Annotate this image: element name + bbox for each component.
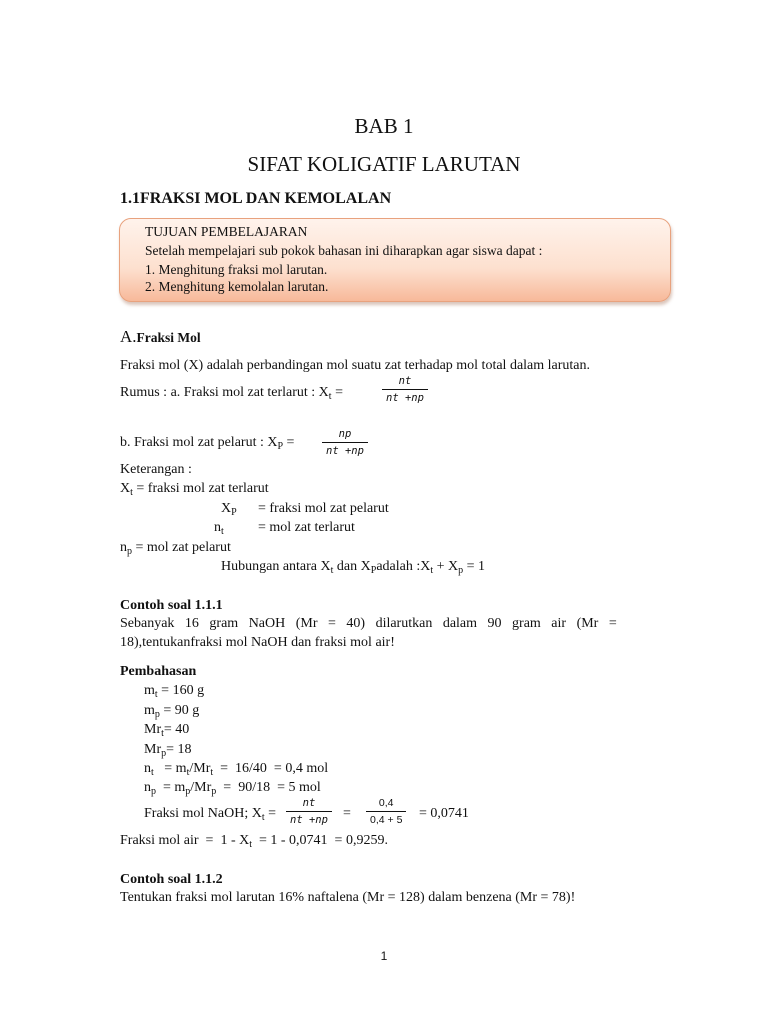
solution-step — [144, 704, 199, 718]
step-sub: p — [161, 748, 167, 759]
keterangan-label: Keterangan : — [120, 462, 192, 477]
step-value: = m — [153, 761, 187, 776]
objective-item: 1. Menghitung fraksi mol larutan. — [145, 262, 328, 277]
step-sub: t — [154, 689, 158, 700]
step-value: = m — [156, 780, 186, 795]
relation-text: dan X — [333, 559, 371, 574]
legend-symbol: n — [214, 520, 221, 535]
step-sub: p — [151, 786, 156, 797]
legend-sub: p — [127, 546, 132, 557]
legend-item — [214, 521, 224, 535]
definition-text: Fraksi mol (X) adalah perbandingan mol suatu zat terhadap mol total dalam larutan. — [120, 358, 591, 373]
example-1-line-1: Sebanyak 16 gram NaOH (Mr = 40) dilarutkan dalam 90 gram air (Mr = — [120, 616, 617, 631]
subsection-heading — [120, 328, 201, 346]
naoh-fraction-lead — [144, 807, 276, 821]
fraction-lead-eq: = — [264, 806, 277, 821]
formula-b-eq: = — [283, 435, 295, 450]
fraction-numerator: 0,4 — [378, 797, 394, 809]
step-sub: t — [210, 767, 214, 778]
formula-a-eq: = — [331, 385, 343, 400]
legend-sub: t — [130, 487, 133, 498]
legend-sub: t — [221, 526, 224, 537]
relation-text: adalah :X — [376, 559, 431, 574]
step-value: /Mr — [189, 761, 211, 776]
learning-objectives-box — [119, 218, 671, 302]
formula-b-text: b. Fraksi mol zat pelarut : X — [120, 435, 278, 450]
relation-sub: P — [370, 565, 377, 576]
objective-item: 2. Menghitung kemolalan larutan. — [145, 279, 329, 294]
fraction-denominator: nt +np — [382, 389, 428, 404]
step-sub: p — [211, 786, 217, 797]
formula-b-fraction — [322, 429, 368, 456]
step-value: = 90/18 = 5 mol — [216, 780, 321, 795]
relation-sub: p — [458, 565, 464, 576]
step-value: = 90 g — [159, 703, 200, 718]
formula-b-sub: P — [277, 441, 284, 452]
example-1-title: Contoh soal 1.1.1 — [120, 598, 223, 613]
step-symbol: m — [144, 703, 155, 718]
legend-sub: P — [231, 507, 237, 518]
step-symbol: n — [144, 780, 151, 795]
step-sub: t — [186, 767, 190, 778]
chapter-label: BAB 1 — [354, 114, 414, 138]
objectives-intro: Setelah mempelajari sub pokok bahasan ini diharapkan agar siswa dapat : — [145, 243, 543, 258]
solution-step — [144, 781, 321, 795]
legend-symbol: n — [120, 540, 127, 555]
relation-text: + X — [433, 559, 459, 574]
fraction-denominator: nt +np — [322, 442, 368, 457]
legend-symbol: X — [120, 481, 131, 496]
relation-text: Hubungan antara X — [221, 559, 331, 574]
legend-text: = fraksi mol zat pelarut — [258, 501, 389, 516]
subsection-title: Fraksi Mol — [136, 330, 201, 345]
legend-text: = mol zat terlarut — [258, 520, 355, 535]
fraction-denominator: nt +np — [286, 811, 332, 826]
fraction-lead-text: Fraksi mol NaOH; X — [144, 806, 262, 821]
step-symbol: m — [144, 683, 155, 698]
step-value: /Mr — [190, 780, 212, 795]
legend-item — [120, 541, 231, 555]
step-sub: t — [161, 728, 164, 739]
formula-a-sub: t — [328, 391, 332, 402]
step-value: = 160 g — [157, 683, 205, 698]
formula-a-text: Rumus : a. Fraksi mol zat terlarut : X — [120, 385, 329, 400]
naoh-fraction-numeric — [366, 798, 406, 825]
relation-text: = 1 — [463, 559, 486, 574]
step-sub: p — [185, 786, 191, 797]
fraction-numerator: np — [338, 428, 352, 440]
fraction-numerator: nt — [398, 375, 412, 387]
step-value: = 40 — [163, 722, 190, 737]
step-value: = 18 — [166, 742, 192, 757]
page-number: 1 — [380, 949, 388, 963]
example-1-line-2: 18),tentukanfraksi mol NaOH dan fraksi mol air! — [120, 635, 395, 650]
water-sub: t — [249, 839, 252, 850]
formula-a-fraction — [382, 376, 428, 403]
water-text: Fraksi mol air = 1 - X — [120, 833, 250, 848]
relation-line — [221, 560, 485, 574]
legend-item — [221, 502, 237, 516]
legend-symbol: X — [221, 501, 232, 516]
naoh-fraction-symbolic — [286, 798, 332, 825]
solution-step — [144, 684, 204, 698]
solution-title: Pembahasan — [120, 664, 197, 679]
fraction-numerator: nt — [302, 797, 316, 809]
step-sub: t — [151, 767, 154, 778]
step-symbol: Mr — [144, 742, 162, 757]
objectives-heading: TUJUAN PEMBELAJARAN — [145, 224, 308, 239]
step-value: = 16/40 = 0,4 mol — [213, 761, 329, 776]
section-heading: 1.1FRAKSI MOL DAN KEMOLALAN — [120, 190, 392, 207]
step-symbol: n — [144, 761, 151, 776]
example-2-title: Contoh soal 1.1.2 — [120, 872, 223, 887]
solution-step — [144, 723, 189, 737]
relation-sub: t — [430, 565, 434, 576]
solution-step — [144, 743, 192, 757]
solution-step — [144, 762, 328, 776]
subsection-letter: A. — [120, 327, 137, 346]
formula-b-lead — [120, 436, 294, 450]
fraction-lead-sub: t — [261, 812, 265, 823]
step-sub: p — [154, 709, 160, 720]
water-text: = 1 - 0,0741 = 0,9259. — [252, 833, 388, 848]
water-fraction-line — [120, 834, 388, 848]
example-2-text: Tentukan fraksi mol larutan 16% naftalena (Mr = 128) dalam benzena (Mr = 78)! — [120, 890, 576, 905]
naoh-equals: = — [343, 806, 351, 821]
chapter-title: SIFAT KOLIGATIF LARUTAN — [247, 152, 521, 176]
legend-text: = mol zat pelarut — [132, 540, 231, 555]
formula-a-lead — [120, 386, 343, 400]
legend-item — [120, 482, 269, 496]
relation-sub: t — [330, 565, 334, 576]
legend-text: = fraksi mol zat terlarut — [132, 481, 269, 496]
fraction-denominator: 0,4 + 5 — [366, 811, 406, 826]
naoh-result: = 0,0741 — [419, 806, 469, 821]
step-symbol: Mr — [144, 722, 162, 737]
